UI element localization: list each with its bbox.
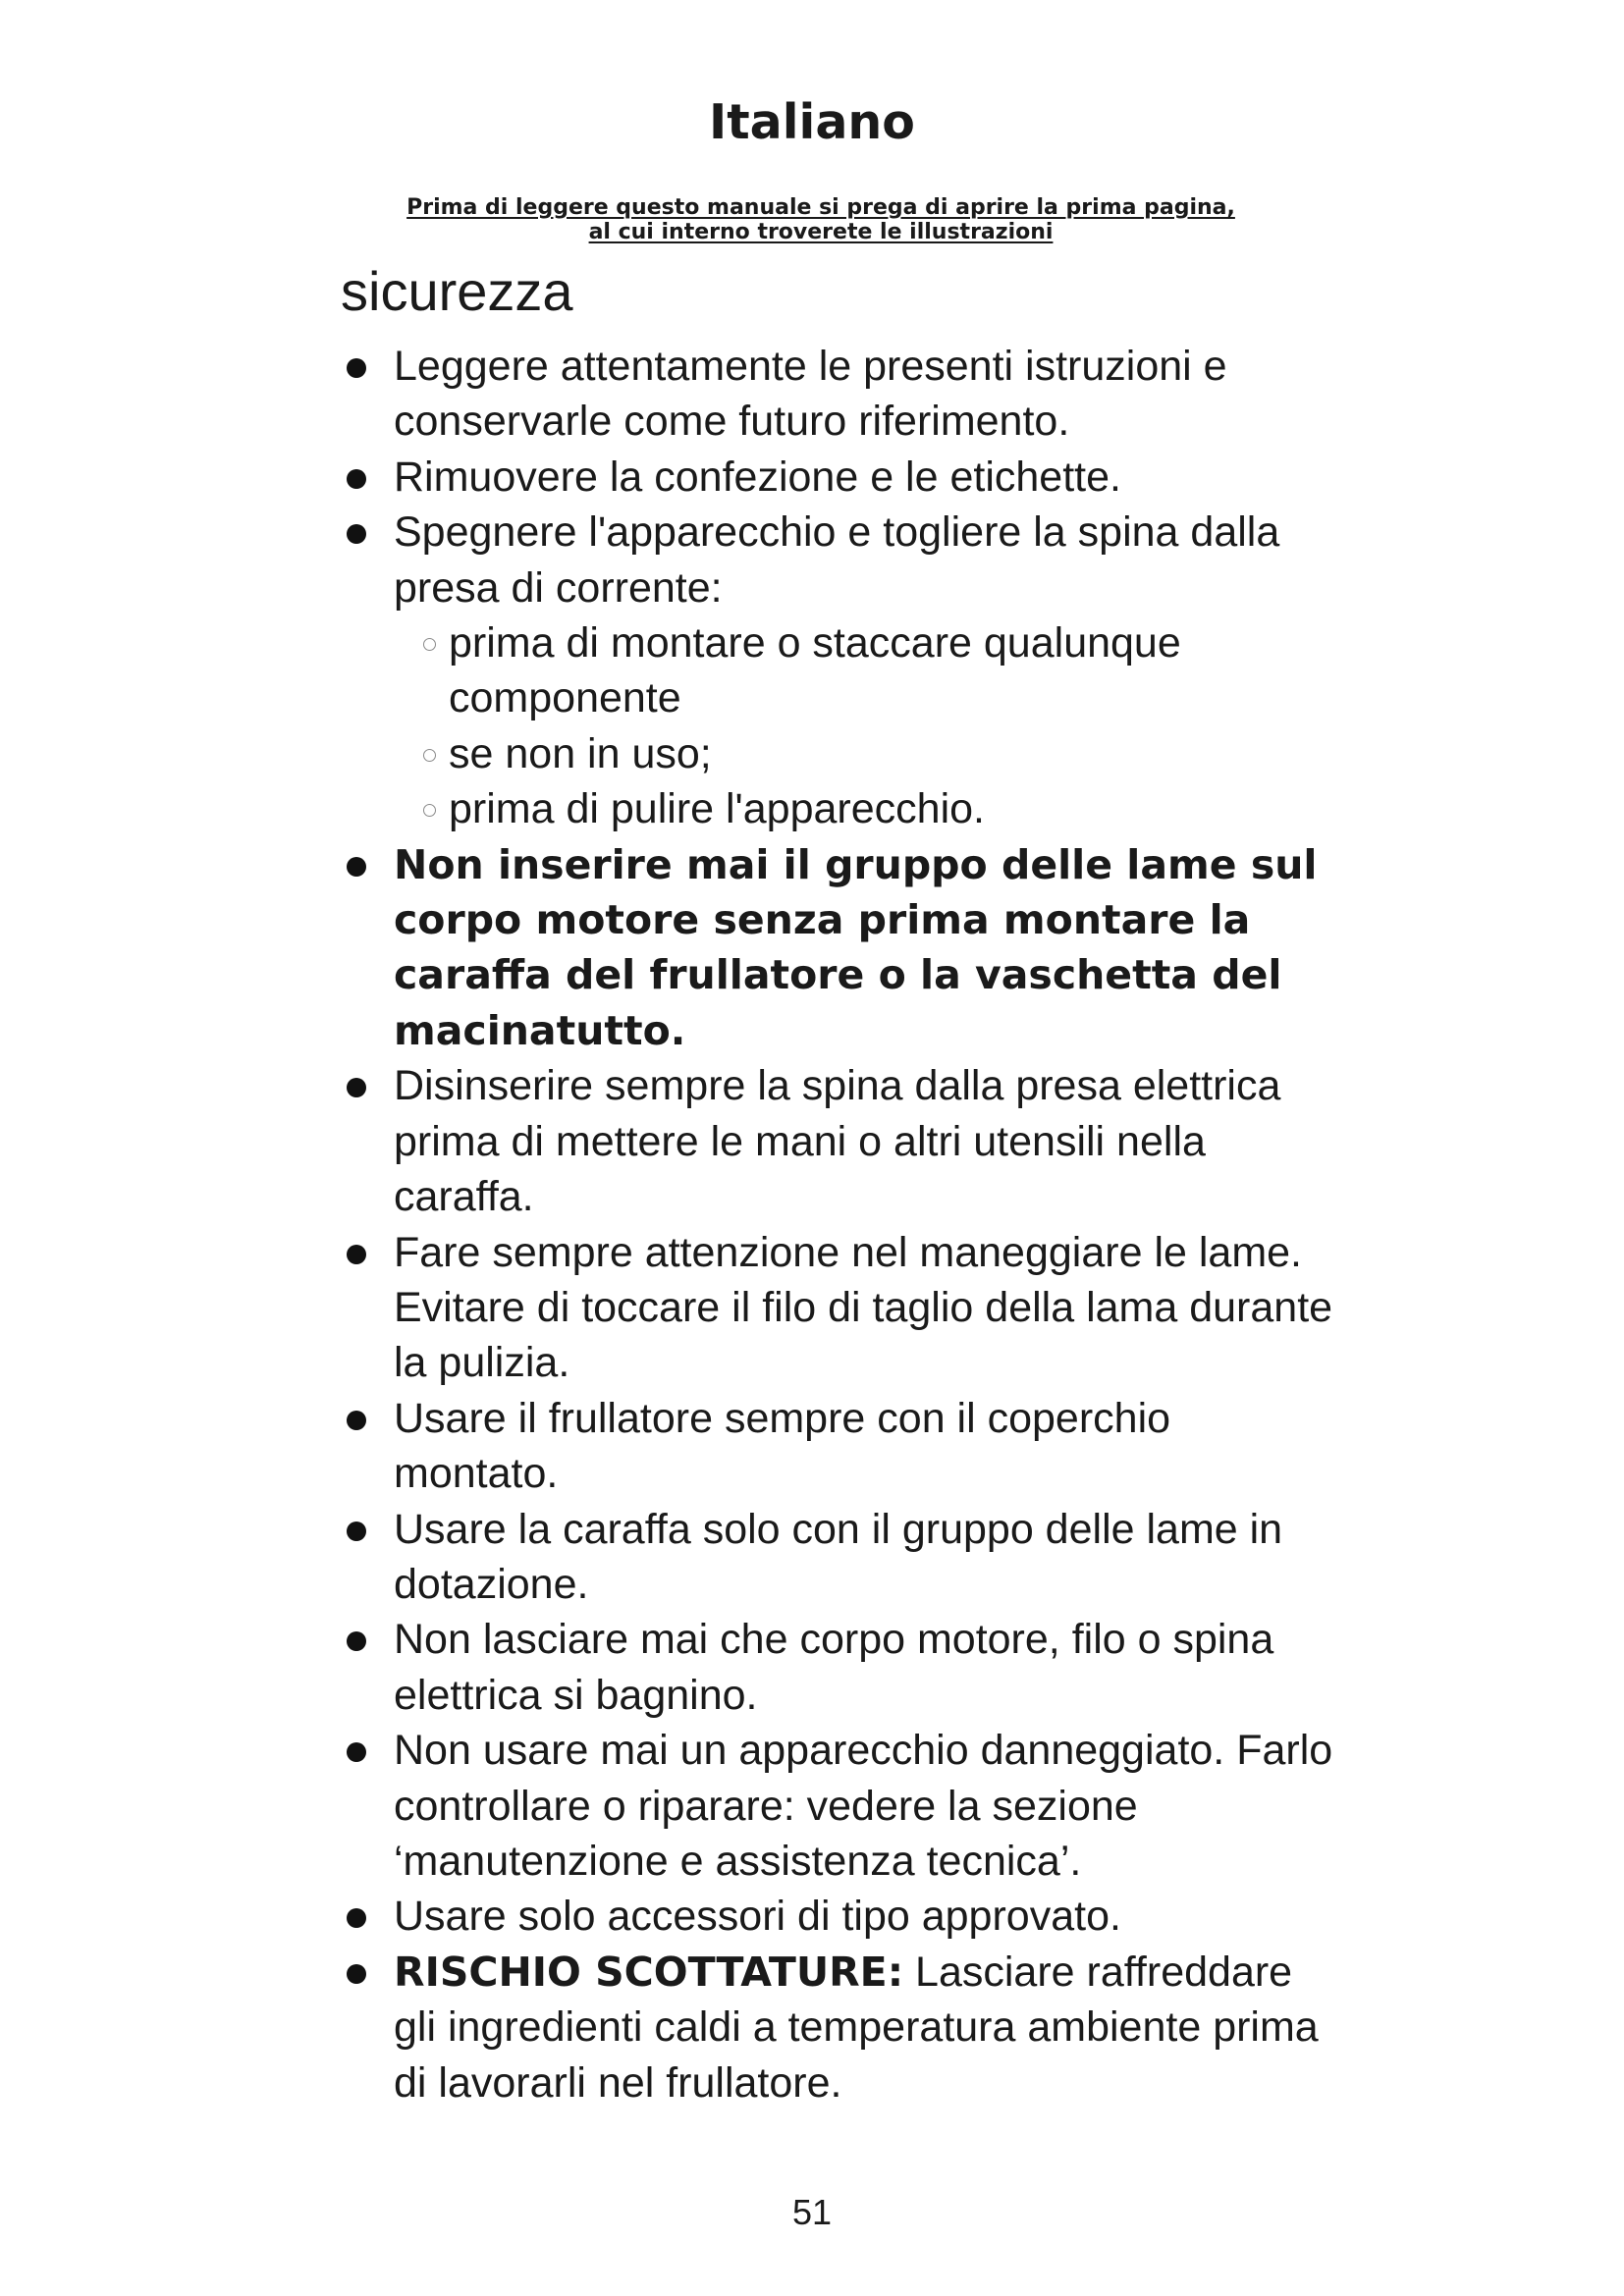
safety-list [339,339,1340,2110]
list-item [339,1502,1340,1613]
section-title: sicurezza [341,260,573,322]
bullet-icon [347,524,366,544]
sub-list-item [394,726,1340,781]
list-item-text: Non inserire mai il gruppo delle lame sul corpo motore senza prima montare la caraffa del frullatore o la vaschetta del macinatutto. [394,840,1318,1054]
page-number: 51 [791,2192,833,2232]
bullet-icon [347,469,366,489]
list-item [339,505,1340,836]
bullet-icon [347,1964,366,1984]
bullet-icon [347,857,366,877]
illustrations-notice [359,195,1282,244]
list-item [339,1723,1340,1889]
list-item [339,1058,1340,1224]
warning-text: Lasciare raffreddare gli ingredienti caldi a temperatura ambiente prima di lavorarli nel frullatore. [394,1948,1319,2107]
sub-list-item-text: prima di montare o staccare qualunque componente [449,619,1181,722]
list-item-text: Spegnere l'apparecchio e togliere la spina dalla presa di corrente: [394,508,1280,612]
sub-list-item-text: prima di pulire l'apparecchio. [449,785,985,833]
list-item-bold-warning [339,837,1340,1059]
list-item-text: Leggere attentamente le presenti istruzioni e conservarle come futuro riferimento. [394,343,1227,446]
list-item-text: Usare il frullatore sempre con il coperchio montato. [394,1394,1171,1498]
bullet-icon [347,1245,366,1264]
bullet-icon [347,1631,366,1651]
circle-bullet-icon [423,749,436,762]
list-item-text: Usare solo accessori di tipo approvato. [394,1893,1121,1941]
list-item-text: Non lasciare mai che corpo motore, filo o spina elettrica si bagnino. [394,1616,1274,1719]
bullet-icon [347,1908,366,1928]
list-item-text: Disinserire sempre la spina dalla presa elettrica prima di mettere le mani o altri utensili nella caraffa. [394,1062,1281,1221]
list-item [339,1225,1340,1391]
sub-list-item [394,781,1340,836]
list-item-text: Rimuovere la confezione e le etichette. [394,453,1121,501]
list-item-text: Fare sempre attenzione nel maneggiare le lame. Evitare di toccare il filo di taglio della lama durante la pulizia. [394,1228,1333,1387]
sub-list [394,615,1340,837]
page-title: Italiano [709,94,915,150]
bullet-icon [347,358,366,378]
list-item [339,1612,1340,1723]
list-item [339,339,1340,450]
warning-label: RISCHIO SCOTTATURE: [394,1948,904,1996]
bullet-icon [347,1742,366,1762]
sub-list-item-text: se non in uso; [449,729,712,777]
bullet-icon [347,1411,366,1430]
bullet-icon [347,1078,366,1097]
list-item-burn-warning [339,1945,1340,2110]
circle-bullet-icon [423,804,436,817]
list-item [339,1391,1340,1502]
list-item-text: Non usare mai un apparecchio danneggiato. Farlo controllare o riparare: vedere la sezione ‘manutenzione e assistenza tecnica’. [394,1727,1333,1885]
notice-line-1: Prima di leggere questo manuale si prega di aprire la prima pagina, [406,195,1235,220]
list-item [339,450,1340,505]
list-item-text: Usare la caraffa solo con il gruppo delle lame in dotazione. [394,1505,1283,1608]
sub-list-item [394,615,1340,726]
circle-bullet-icon [423,638,436,651]
list-item [339,1889,1340,1944]
bullet-icon [347,1522,366,1541]
notice-line-2: al cui interno troverete le illustrazioni [588,220,1054,244]
